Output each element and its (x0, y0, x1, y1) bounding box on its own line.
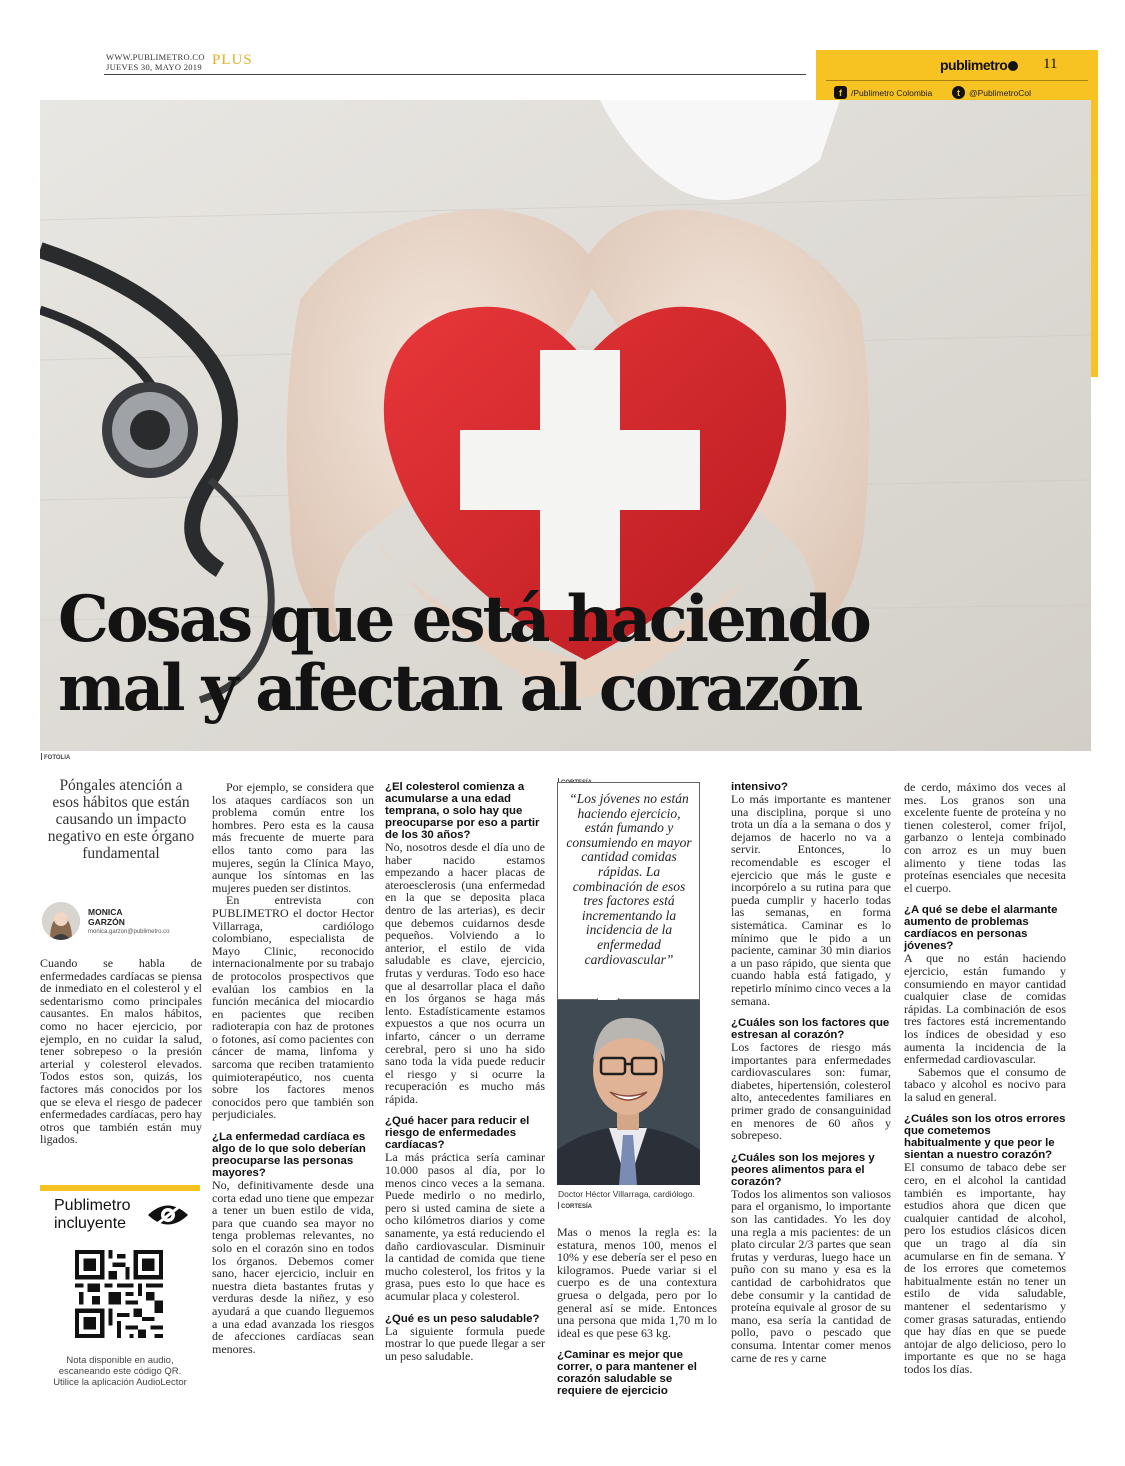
credit-bar (558, 1202, 559, 1209)
brand-logo (940, 57, 1018, 73)
paragraph: En entrevista con PUBLIMETRO el doctor Hector Villarraga, cardiólogo colombiano, especialista de Mayo Clinic, reconocido internacionalmente por su trabajo de protocolos prospectivos que evalúan los cambios en la función mecánica del miocardio en pacientes que reciben radioterapia con haz de protones o fotones, así como pacientes con cáncer de mama, linfoma y sarcoma que reciben tratamiento quimioterapéutico, nos cuenta sobre los factores menos conocidos pero que también son perjudiciales. (212, 893, 374, 1122)
doctor-portrait (557, 1000, 700, 1185)
question-heading: ¿Qué hacer para reducir el riesgo de enfermedades cardíacas? (385, 1115, 530, 1152)
article-column-1 (40, 957, 202, 1146)
twitter-handle: @PublimetroCol (969, 87, 1032, 98)
page-number: 11 (1043, 56, 1058, 72)
answer-paragraph: Lo más importante es mantener una disciplina, porque si uno trota un día a la semana o dos y dejamos de hacerlo no va a servir. Entonces, lo recomendable es escoger el ejercicio que más le guste e incorpórelo a su rutina para que pueda cumplir y hacerlo todas las semanas, en forma sistemática. Caminar es lo mínimo que le pido a un paciente, caminar 30 min diarios a un paso rápido, que sienta que cuando habla está fatigado, y repetirlo mínimo cinco veces a la semana. (731, 792, 891, 1008)
eye-icon (146, 1200, 190, 1230)
article-dek: Póngales atención a esos hábitos que están causando un impacto negativo en este órgano fundamental (47, 777, 195, 862)
headline (58, 582, 869, 726)
banner-divider (826, 80, 1088, 81)
author-photo (42, 902, 80, 940)
intro-paragraph: Cuando se habla de enfermedades cardíacas se piensa de inmediato en el colesterol y el sedentarismo como principales causantes. En malos hábitos, como no hacer ejercicio, por ejemplo, en no cuidar la salud, tener sobrepeso o la presión arterial y colesterol elevados. Todos estos son, quizás, los factores más conocidos por los que se eleva el riesgo de padecer enfermedades cardíacas, pero hay otros que también están muy ligados. (40, 956, 202, 1147)
question-heading: intensivo? (731, 781, 788, 793)
masthead-date: JUEVES 30, MAYO 2019 (106, 62, 202, 72)
inclusive-title (54, 1197, 130, 1233)
photo-credit (41, 753, 70, 761)
article-column-3 (385, 781, 545, 1362)
author-name-first: MONICA (88, 907, 123, 917)
globe-icon (1008, 61, 1018, 71)
answer-paragraph: Mas o menos la regla es: la estatura, menos 100, menos el 10% y ese debería ser el peso en kilogramos. Puede variar si el cuerpo es de una contextura gruesa o delgada, pero por lo general así se mide. Entonces una persona que mida 1,70 m lo ideal es que pese 63 kg. (557, 1225, 717, 1340)
question-heading: ¿Qué es un peso saludable? (385, 1312, 540, 1325)
brand-name: publimetro (940, 57, 1008, 73)
headline-line-1: Cosas que está haciendo (58, 582, 869, 657)
section-label: PLUS (212, 52, 253, 68)
inclusive-title-1: Publimetro (54, 1197, 131, 1214)
portrait-credit (558, 1202, 592, 1210)
article-column-5 (731, 781, 891, 1364)
inclusive-title-2: incluyente (54, 1215, 127, 1232)
question-heading: ¿Cuáles son los mejores y peores alimentos para el corazón? (731, 1151, 875, 1188)
doctor-photo (557, 1000, 700, 1185)
question-heading: ¿A qué se debe el alarmante aumento de problemas cardíacos en personas jóvenes? (904, 904, 1058, 953)
answer-paragraph: Sabemos que el consumo de tabaco y alcohol es nocivo para la salud en general. (904, 1064, 1066, 1104)
answer-paragraph: No, nosotros desde el día uno de haber nacido estamos empezando a hacer placas de ateroesclerosis (una enfermedad en la que se deposita placa dentro de las arterias), es decir que debemos cuidarnos desde pequeños. Volviendo a lo anterior, el estilo de vida saludable es clave, ejercicio, frutas y verduras. Todo eso hace que al desarrollar placa el daño en los órganos se haga más lento. Estadísticamente estamos expuestos a que nos ocurra un infarto, cáncer o un derrame cerebral, pero si uno ha sido sano toda la vida puede reducir el riesgo y si ocurre la recuperación es mucho más rápida. (385, 840, 545, 1106)
author-email[interactable]: monica.garzon@publimetro.co (88, 929, 170, 935)
article-column-2 (212, 781, 374, 1355)
twitter-link[interactable] (952, 86, 1031, 99)
answer-paragraph: Los factores de riesgo más importantes para enfermedades cardiovasculares son: fumar, diabetes, hipertensión, colesterol alto, antecedentes familiares en primer grado de consanguinidad en menores de 60 años y sobrepeso. (731, 1040, 891, 1143)
masthead-info (106, 52, 205, 72)
author-byline (42, 902, 169, 940)
answer-paragraph: El consumo de tabaco debe ser cero, en el alcohol la cantidad también es importante, hay estudios ahora que dicen que cualquier cantidad de alcohol, pero los estudios clásicos dicen que un trago al día sin acumularse en fin de semana. Y de los errores que cometemos habitualmente están no tener un estilo de vida saludable, mantener el sedentarismo y comer grasas saturadas, entiendo que hay días en que se puede antojar de algo delicioso, pero lo importante es que no se haga todos los días. (904, 1160, 1066, 1376)
masthead-url: WWW.PUBLIMETRO.CO (106, 52, 205, 62)
answer-paragraph: Todos los alimentos son valiosos para el organismo, lo importante son las cantidades. Yo les doy una regla a mis pacientes: de un plato circular 2/3 partes que sean frutas y verduras, luego hace un puño con su mano y esa es la cantidad de carbohidratos que debe consumir y la cantidad de proteína equivale al grosor de su mano, esa sería la cantidad de pollo, pavo o pescado que consuma. Intentar comer menos carne de res y carne (731, 1186, 891, 1365)
author-avatar (42, 902, 80, 940)
facebook-icon: f (834, 86, 847, 99)
paragraph: Por ejemplo, se considera que los ataques cardíacos son un problema común entre los hombres. Pero esta es la causa más frecuente de muerte para ellos tanto como para las mujeres, según la Clínica Mayo, aunque los síntomas en las mujeres pueden ser distintos. (212, 780, 374, 895)
answer-paragraph: La siguiente formula puede mostrar lo que puede llegar a ser un peso saludable. (385, 1323, 545, 1363)
answer-paragraph: de cerdo, máximo dos veces al mes. Los granos son una excelente fuente de proteína y no tienen colesterol, comer fríjol, garbanzo o lenteja combinado con arroz es un muy buen alimento y tiene todas las proteínas esenciales que necesita el cuerpo. (904, 780, 1066, 895)
answer-paragraph: La más práctica sería caminar 10.000 pasos al día, por lo menos cinco veces a la semana. Puede medirlo o no medirlo, pero si usted camina de siete a ocho kilómetros diarios y come sanamente, ya está reduciendo el daño cardiovascular. Disminuir la cantidad de comida que tiene mucho colesterol, los fritos y la grasa, pues esto lo que hace es acumular placa y colesterol. (385, 1150, 545, 1303)
answer-paragraph: No, definitivamente desde una corta edad uno tiene que empezar a tener un buen estilo de vida, para que cuando sea mayor no tenga problemas relevantes, no solo en el corazón sino en todos los órganos. Debemos comer sano, hacer ejercicio, incluir en nuestra dieta bastantes frutas y verduras desde la niñez, y eso ayudará a que cuando lleguemos a una edad avanzada los riesgos de afecciones cardíacas sean menores. (212, 1178, 374, 1356)
author-name-last: GARZÓN (88, 916, 125, 927)
pull-quote: “Los jóvenes no están haciendo ejercicio, están fumando y consumiendo en mayor cantidad comidas rápidas. La combinación de esos tres factores está incrementando la incidencia de la enfermedad cardiovascular” (566, 791, 692, 967)
question-heading: ¿Cuáles son los otros errores que cometemos habitualmente y que peor le sientan a nuestro corazón? (904, 1113, 1066, 1162)
facebook-handle: /Publimetro Colombia (851, 87, 933, 98)
question-heading: ¿El colesterol comienza a acumularse a una edad temprana, o solo hay que preocuparse por eso a partir de los 30 años? (385, 781, 540, 841)
answer-paragraph: A que no están haciendo ejercicio, están fumando y consumiendo en mayor cantidad cualquier clase de comidas rápidas. La combinación de esos tres factores está incrementando los índices de obesidad y eso aumenta la incidencia de la enfermedad cardiovascular. (904, 951, 1066, 1067)
question-heading: ¿La enfermedad cardíaca es algo de lo que solo deberían preocuparse las personas mayores? (212, 1131, 366, 1180)
headline-line-2: mal y afectan al corazón (58, 651, 861, 726)
inclusive-note: Nota disponible en audio, escaneando este código QR. Utilice la aplicación AudioLector (53, 1355, 187, 1388)
question-heading: ¿Cuáles son los factores que estresan al corazón? (731, 1017, 890, 1042)
credit-bar (41, 753, 42, 760)
article-column-4 (557, 1226, 717, 1397)
masthead-divider (104, 74, 806, 75)
twitter-icon: t (952, 86, 965, 99)
portrait-caption: Doctor Héctor Villarraga, cardiólogo. (558, 1189, 695, 1199)
photo-credit-text: FOTOLIA (44, 755, 71, 761)
portrait-credit-text: CORTESÍA (561, 1204, 593, 1210)
qr-code[interactable] (75, 1250, 163, 1338)
inclusive-bar (40, 1185, 200, 1191)
article-column-6 (904, 781, 1066, 1376)
question-heading: ¿Caminar es mejor que correr, o para mantener el corazón saludable se requiere de ejercicio (557, 1349, 697, 1398)
facebook-link[interactable] (834, 86, 932, 99)
